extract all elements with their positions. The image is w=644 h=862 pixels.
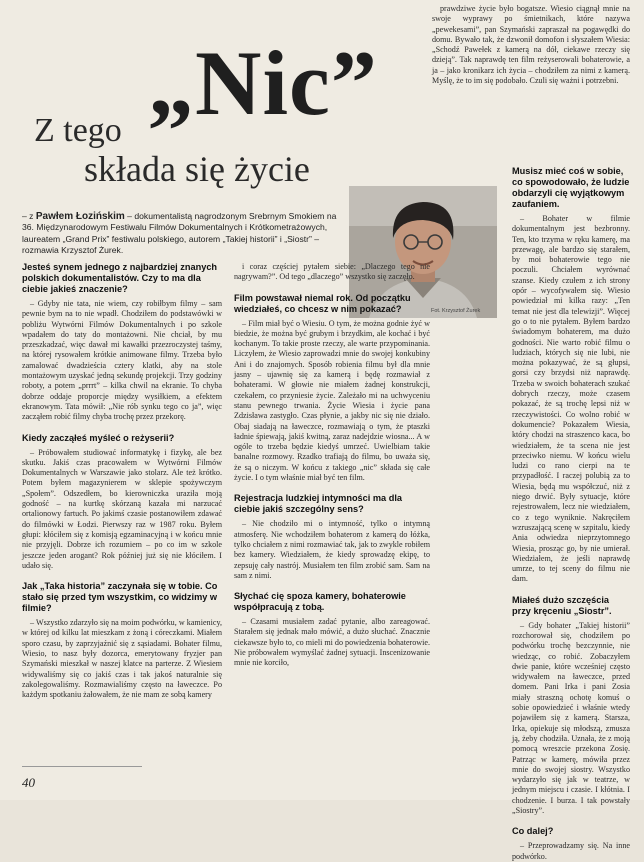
interview-answer: prawdziwe życie było bogatsze. Wiesio ciągnął mnie na swoje wyprawy po śmietnikach, które nazywa „pewekesami”, pan Szymański zapraszał na pogawędki do domu. Bywało tak, że dzwonił domofon i słyszałem Wiesia: „Schodź Pawełek z kamerą na dół, ciekawe rzeczy się dzieją”. Tak naprawdę ten film reżyserowali bohaterowie, a ja – jako kronikarz ich życia – chodziłem za nimi z kamerą. Myślę, że to im się podobało. Czuli się ważni i potrzebni. xyxy=(432,4,630,86)
article-intro xyxy=(22,211,344,257)
intro-name: Pawłem Łozińskim xyxy=(35,211,125,222)
footer-rule xyxy=(22,766,142,767)
interview-answer: – Film miał być o Wiesiu. O tym, że można godnie żyć w biedzie, że można być grubym i brzydkim, ale kochać i być kochanym. To takie proste rzeczy, ale warte przypominania. Liczyłem, że Wiesio zaprowadzi mnie do swojej konkubiny Ani i do znajomych. Sposób robienia filmu był dla mnie jasny – ujawnię się za kamerą i będę rozmawiał z bohaterami. W głowie nie miałem żadnej konstrukcji, czekałem, co przyniesie życie. Zależało mi na uchwyceniu stanu pewnego trwania. Życie Wiesia i życie pana Zdzisława zastygło. Czas płynie, a jakby nic się nie działo. Obaj siadają na ławeczce, rozmawiają o tym, że ptaszki ładnie śpiewają, jakiś kwitną, zaraz nadejdzie wiosna... A w ogóle to trzeba będzie kiedyś umrzeć. Uwielbiam takie banalne rozmowy. Rzadko trafiają do filmu, bo uważa się, że są o niczym. W końcu z takiego „nic” składa się całe życie. I o tym właśnie miał być ten film. xyxy=(234,318,430,483)
interview-question: Film powstawał niemal rok. Od początku wiedziałeś, co chcesz w nim pokazać? xyxy=(234,292,411,314)
column-3-top xyxy=(432,4,630,86)
interview-answer: – Próbowałem studiować informatykę i fizykę, ale bez skutku. Jakiś czas pracowałem w Wytwórni Filmów Dokumentalnych w Warszawie jako stolarz. Ale też krótko. Potem byłem magazynierem w sklepie spożywczym „Społem”. Odszedłem, bo kierowniczka uraziła moją godność – na kurtkę skórzaną kazała mi narzucać ortalionowy fartuch. Po jakimś czasie postanowiłem zdawać do filmówki w Łodzi. Pierwszy raz w 1987 roku. Byłem głupi: kłóciłem się z komisją egzaminacyjną i w końcu mnie nie przyjęli. Dobrze ich rozumiem – po co im w szkole jeszcze jeden arogant? Rok później już się nie kłóciłem. I udało się. xyxy=(22,447,222,570)
photo-caption: Fot. Krzysztof Żurek xyxy=(431,308,481,314)
interview-question: Jak „Taka historia” zaczynała się w tobie. Co stało się przed tym wszystkim, co widzimy w filmie? xyxy=(22,581,218,614)
interview-question: Rejestracja ludzkiej intymności ma dla ciebie jakiś szczególny sens? xyxy=(234,493,402,515)
page-number: 40 xyxy=(22,775,35,790)
intro-text: – dokumentalistą nagrodzonym Srebrnym Smokiem na 36. Międzynarodowym Festiwalu Filmów Dokumentalnych i Krótkometrażowych, laureatem „Grand Prix” festiwalu polskiego, autorem „Takiej historii” i „Siostr” – rozmawia Krzysztof Żurek. xyxy=(22,211,337,256)
title-part2: składa się życie xyxy=(84,149,310,189)
column-1 xyxy=(22,262,222,701)
intro-prefix: – z xyxy=(22,211,34,221)
interview-answer: – Nie chodziło mi o intymność, tylko o intymną atmosferę. Nie wchodziłem bohaterom z kamerą do łóżka, tylko chciałem z nimi rozmawiać tak, jak to zwykle robiłem bez kamery. Wiedziałem, że kiedy sprowadzę ekipę, to zepsuję cały nastrój. Musiałem ten film zrobić sam. Sam na sam z nimi. xyxy=(234,519,430,580)
title-part1: Z tego xyxy=(34,112,122,149)
interview-question: Musisz mieć coś w sobie, co spowodowało, że ludzie obdarzyli cię wyjątkowym zaufaniem. xyxy=(512,166,630,209)
interview-answer: – Przeprowadzamy się. Na inne podwórko. xyxy=(512,841,630,861)
column-3 xyxy=(512,166,630,862)
title-nic: „Nic” xyxy=(148,32,378,134)
interview-question: Słychać cię spoza kamery, bohaterowie współpracują z tobą. xyxy=(234,591,406,613)
interview-answer: – Wszystko zdarzyło się na moim podwórku, w kamienicy, w której od kilku lat mieszkam z żoną i córeczkami. Miałem sporo czasu, by zaprzyjaźnić się z sąsiadami. Bohater filmu, Wiesio, to nasz były dozorca, emerytowany fryzjer pan Szymański mieszkał w naszej klatce na parterze. Z Wiesiem widywaliśmy się co jakiś czas i tak jakoś naturalnie się zakolegowaliśmy. Rozmawialiśmy często na ławeczce. Po każdym spotkaniu żałowałem, że nie mam ze sobą kamery xyxy=(22,618,222,700)
interview-answer: i coraz częściej pytałem siebie: „Dlaczego tego nie nagrywam?”. Od tego „dlaczego” wszystko się zaczęło. xyxy=(234,262,430,282)
interview-question: Jesteś synem jednego z najbardziej znanych polskich dokumentalistów. Czy to ma dla ciebie jakieś znaczenie? xyxy=(22,262,218,294)
interview-answer: – Gdyby nie tata, nie wiem, czy robiłbym filmy – sam pewnie bym na to nie wpadł. Chodziłem do podstawówki w pobliżu Wytwórni Filmów Dokumentalnych i po szkole wpadałem do taty do montażowni. Nie chciał, by mu przeszkadzać, więc dawał mi kawałki przezroczystej taśmy, na której rysowałem krótkie animowane filmy. Trzeba było zamalować dwadzieścia cztery klatki, aby na stole montażowym uzyskać jedną sekundę projekcji. Trzy godziny roboty, a potem „prrrt” – kilka chwil na ekranie. To chyba dobrze oddaje proporcje między wysiłkiem, a efektem ekranowym. Tata mówił: „Nie rób synku tego co ja”, więc zacząłem robić filmy chyba trochę przez przekorę. xyxy=(22,299,222,422)
interview-answer: – Czasami musiałem zadać pytanie, albo zareagować. Starałem się jednak mało mówić, a dużo słuchać. Znacznie ciekawsze było to, co mieli mi do powiedzenia bohaterowie. Nie próbowałem wymyślać żadnej sytuacji. Inscenizowanie mnie nie korciło, xyxy=(234,617,430,668)
interview-question: Co dalej? xyxy=(512,826,554,837)
interview-answer: – Bohater w filmie dokumentalnym jest bezbronny. Ten, kto trzyma w ręku kamerę, ma przewagę, ale bardzo się starałem, by moi bohaterowie tego nie poczuli. Chciałem wyrównać szanse. Kiedy czułem z ich strony opór – wycofywałem się. Wiesio powiedział mi kilka razy: „Ten temat nie jest dla telewizji”. Więcej go o to nie pytałem. Byłem bardzo świadomym bohaterem, ma dużo godności. Nie warto robić filmu o ludziach, których się nie lubi, nie można pokazywać, że są głupsi, gorsi czy brzydsi niż naprawdę. Trzeba w swoich bohaterach szukać dobrych rzeczy, może czasem pokazać, że są trochę lepsi niż w rzeczywistości. Co wolno robić w dokumencie? Pokazałem Wiesia, który chodzi na straszenco kaca, bo wiedziałem, że ta scena nie jest przeciwko niemu. W końcu wielu ludzi co rano cierpi na te przypadłość. I raczej polubią za to Wiesia, będą mu współczuć, niż z niego drwić. Były sytuacje, które rejestrowałem, lecz nie wiedziałem, co z tego wyniknie. Nakręciłem wzruszającą scenę w szpitalu, kiedy Ania odwiedza nieprzytomnego Wiesia, prosząc go, by nie umierał. Wiedziałem, że jeśli naprawdę umrze, to tej sceny do filmu nie dam. xyxy=(512,214,630,584)
column-2 xyxy=(234,262,430,669)
interview-question: Miałeś dużo szczęścia przy kręceniu „Siostr”. xyxy=(512,594,612,616)
interview-answer: – Gdy bohater „Takiej historii” rozchorował się, chodziłem po podwórku trochę bezczynnie, nie wiedząc, co robić. Zobaczyłem dwie panie, które wcześniej często widywałem na ławeczce, przed domem. Pani Irka i pani Zosia miały straszną ochotę komuś o sobie opowiedzieć i właśnie wtedy pojawiłem się z kamerą. Starsza, Irka, opiekuje się młodszą, zmusza ją, żeby chodziła. Uznała, że z moją pomocą wreszcie przekona Zosię. Patrząc w kamerę, mówiła przez mnie do swojej siostry. Wszystko wydarzyło się jak w teatrze, w jednym miejscu i czasie. I kłótnia. I chodzenie. I burza. I tak powstały „Siostry”. xyxy=(512,620,630,816)
interview-question: Kiedy zacząłeś myśleć o reżyserii? xyxy=(22,432,175,443)
